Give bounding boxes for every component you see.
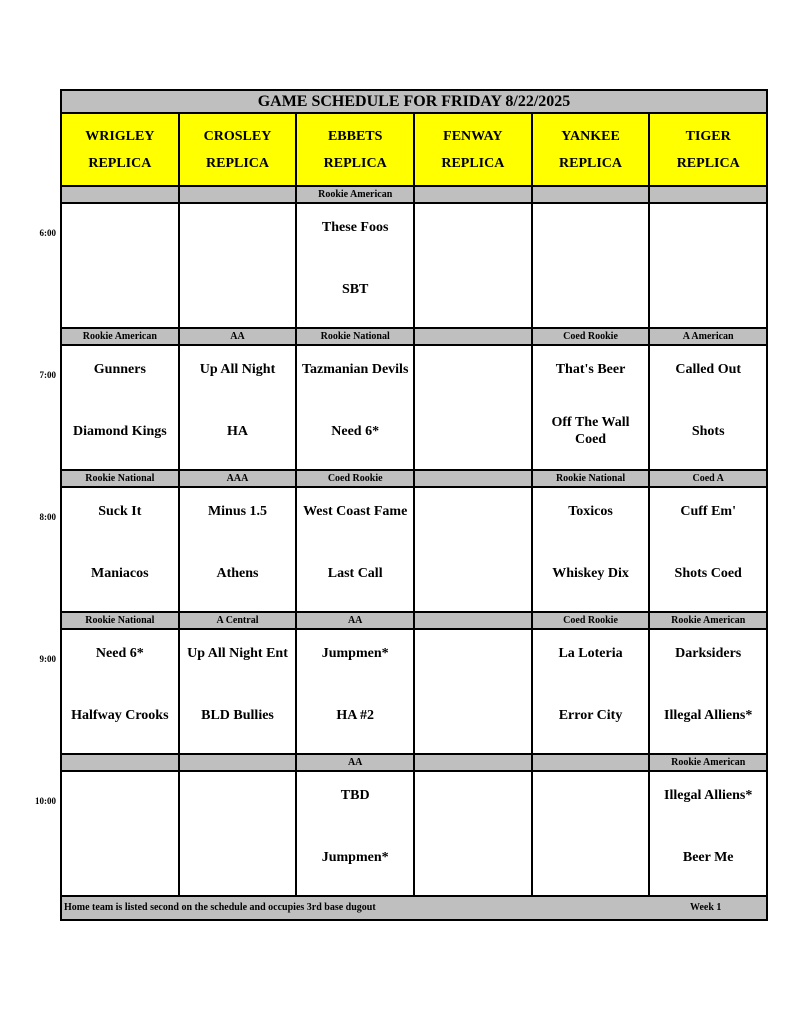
- field-header-row: [62, 114, 766, 187]
- field-header: [415, 114, 533, 185]
- schedule-footer: [62, 897, 766, 919]
- division-label: Coed Rookie: [533, 329, 651, 344]
- field-header: [62, 114, 180, 185]
- games-row: [62, 488, 766, 613]
- division-label: AAA: [180, 471, 298, 486]
- field-header: [533, 114, 651, 185]
- division-label: [415, 187, 533, 202]
- field-name: FENWAY: [443, 128, 503, 144]
- game-cell: [533, 204, 651, 327]
- division-label: [62, 187, 180, 202]
- game-cell: [650, 772, 766, 895]
- game-cell: [533, 630, 651, 753]
- home-team-line: Beer Me: [682, 850, 734, 865]
- home-team: [650, 849, 766, 866]
- field-name: WRIGLEY: [85, 128, 155, 144]
- home-team: [180, 423, 296, 440]
- home-team-line: Athens: [216, 566, 259, 581]
- home-team-line: HA: [227, 424, 248, 439]
- game-cell: [650, 204, 766, 327]
- time-slot-block: [62, 613, 766, 755]
- away-team: Tazmanian Devils: [301, 362, 409, 377]
- home-team-line: Coed: [574, 432, 607, 447]
- home-team: [297, 423, 413, 440]
- field-name: TIGER: [685, 128, 731, 144]
- game-cell: [62, 488, 180, 611]
- game-cell: [415, 630, 533, 753]
- division-label: [533, 755, 651, 770]
- division-label: [533, 187, 651, 202]
- home-team-line: Jumpmen*: [321, 850, 389, 865]
- home-team-line: Shots Coed: [674, 566, 742, 581]
- division-label: Rookie National: [297, 329, 415, 344]
- games-row: [62, 204, 766, 329]
- game-cell: [533, 488, 651, 611]
- division-label: Rookie National: [62, 471, 180, 486]
- away-team: These Foos: [321, 220, 389, 235]
- field-header: [297, 114, 415, 185]
- game-cell: [297, 488, 415, 611]
- game-cell: [650, 346, 766, 469]
- division-row: [62, 613, 766, 630]
- home-team: [297, 565, 413, 582]
- time-slot-block: [62, 329, 766, 471]
- division-row: [62, 329, 766, 346]
- away-team: Cuff Em': [680, 504, 736, 519]
- division-label: Rookie American: [671, 757, 746, 768]
- home-team-line: Whiskey Dix: [552, 566, 629, 581]
- game-cell: [415, 346, 533, 469]
- division-label: A Central: [180, 613, 298, 628]
- division-label: [415, 613, 533, 628]
- games-row: [62, 630, 766, 755]
- home-team-line: Error City: [558, 708, 623, 723]
- home-team-line: Diamond Kings: [72, 424, 167, 439]
- division-label: Rookie American: [297, 187, 415, 202]
- game-cell: [180, 772, 298, 895]
- division-label: [650, 187, 766, 202]
- away-team: West Coast Fame: [303, 504, 408, 519]
- division-label: Rookie American: [671, 615, 746, 626]
- away-team: Called Out: [675, 362, 742, 377]
- division-label: [415, 329, 533, 344]
- time-label: 7:00: [39, 370, 56, 380]
- division-label: [415, 755, 533, 770]
- home-team: [650, 565, 766, 582]
- game-cell: [62, 772, 180, 895]
- away-team: TBD: [340, 788, 370, 803]
- away-team: Illegal Alliens*: [664, 788, 753, 803]
- field-subtitle: REPLICA: [206, 155, 270, 171]
- games-row: [62, 346, 766, 471]
- time-label: 10:00: [35, 796, 56, 806]
- home-team: [180, 565, 296, 582]
- home-team: [62, 423, 178, 440]
- home-team-line: Need 6*: [331, 424, 380, 439]
- division-row: [62, 187, 766, 204]
- time-slot-block: [62, 187, 766, 329]
- week-label: Week 1: [690, 902, 722, 913]
- away-team: Suck It: [98, 504, 142, 519]
- home-team: [533, 707, 649, 724]
- division-label: [180, 755, 298, 770]
- home-team: [62, 565, 178, 582]
- game-cell: [180, 630, 298, 753]
- time-label: 6:00: [39, 228, 56, 238]
- game-cell: [62, 346, 180, 469]
- field-subtitle: REPLICA: [323, 155, 387, 171]
- game-cell: [650, 488, 766, 611]
- game-cell: [62, 630, 180, 753]
- home-team: [297, 707, 413, 724]
- game-cell: [297, 346, 415, 469]
- field-subtitle: REPLICA: [88, 155, 152, 171]
- division-label: A American: [682, 331, 734, 342]
- home-team-line: Shots: [691, 424, 725, 439]
- home-team: [62, 707, 178, 724]
- schedule-title: GAME SCHEDULE FOR FRIDAY 8/22/2025: [62, 91, 766, 114]
- division-label: [62, 755, 180, 770]
- away-team: Need 6*: [95, 646, 144, 661]
- footer-note: Home team is listed second on the schedule and occupies 3rd base dugout: [64, 902, 376, 913]
- division-label: Coed Rookie: [533, 613, 651, 628]
- away-team: Jumpmen*: [321, 646, 389, 661]
- home-team: [650, 423, 766, 440]
- division-label: Rookie National: [533, 471, 651, 486]
- away-team: Up All Night Ent: [187, 646, 288, 661]
- away-team: Darksiders: [675, 646, 742, 661]
- home-team-line: Off The Wall: [551, 415, 630, 430]
- division-row: [62, 755, 766, 772]
- home-team-line: Last Call: [327, 566, 383, 581]
- division-label: Rookie American: [62, 329, 180, 344]
- field-header: [650, 114, 766, 185]
- time-label: 8:00: [39, 512, 56, 522]
- division-label: Coed A: [692, 473, 724, 484]
- game-cell: [533, 772, 651, 895]
- game-cell: [297, 204, 415, 327]
- field-subtitle: REPLICA: [676, 155, 740, 171]
- away-team: That's Beer: [555, 362, 626, 377]
- division-row: [62, 471, 766, 488]
- home-team: [533, 565, 649, 582]
- division-label: AA: [297, 613, 415, 628]
- home-team-line: Illegal Alliens*: [664, 708, 753, 723]
- game-cell: [62, 204, 180, 327]
- time-slot-block: [62, 471, 766, 613]
- home-team: [180, 707, 296, 724]
- home-team-line: Halfway Crooks: [71, 708, 169, 723]
- schedule-table: [60, 89, 768, 921]
- time-label: 9:00: [39, 654, 56, 664]
- division-label: AA: [297, 755, 415, 770]
- home-team-line: HA #2: [336, 708, 375, 723]
- away-team: La Loteria: [558, 646, 623, 661]
- home-team-line: Maniacos: [91, 566, 149, 581]
- game-cell: [415, 772, 533, 895]
- field-subtitle: REPLICA: [441, 155, 505, 171]
- home-team: [297, 281, 413, 298]
- away-team: Gunners: [93, 362, 146, 377]
- field-subtitle: REPLICA: [559, 155, 623, 171]
- game-cell: [180, 346, 298, 469]
- game-cell: [297, 772, 415, 895]
- game-cell: [415, 204, 533, 327]
- game-cell: [533, 346, 651, 469]
- game-cell: [415, 488, 533, 611]
- field-name: YANKEE: [561, 128, 620, 144]
- game-cell: [180, 204, 298, 327]
- home-team: [533, 414, 649, 448]
- away-team: Up All Night: [199, 362, 276, 377]
- home-team-line: BLD Bullies: [201, 708, 274, 723]
- home-team-line: SBT: [341, 282, 369, 297]
- away-team: Toxicos: [568, 504, 613, 519]
- division-label: [415, 471, 533, 486]
- field-header: [180, 114, 298, 185]
- game-cell: [180, 488, 298, 611]
- home-team: [650, 707, 766, 724]
- games-row: [62, 772, 766, 897]
- home-team: [297, 849, 413, 866]
- field-name: CROSLEY: [203, 128, 272, 144]
- division-label: Rookie National: [62, 613, 180, 628]
- division-label: Coed Rookie: [297, 471, 415, 486]
- division-label: [180, 187, 298, 202]
- game-cell: [650, 630, 766, 753]
- time-slot-block: [62, 755, 766, 897]
- division-label: AA: [180, 329, 298, 344]
- away-team: Minus 1.5: [207, 504, 268, 519]
- field-name: EBBETS: [327, 128, 383, 144]
- game-cell: [297, 630, 415, 753]
